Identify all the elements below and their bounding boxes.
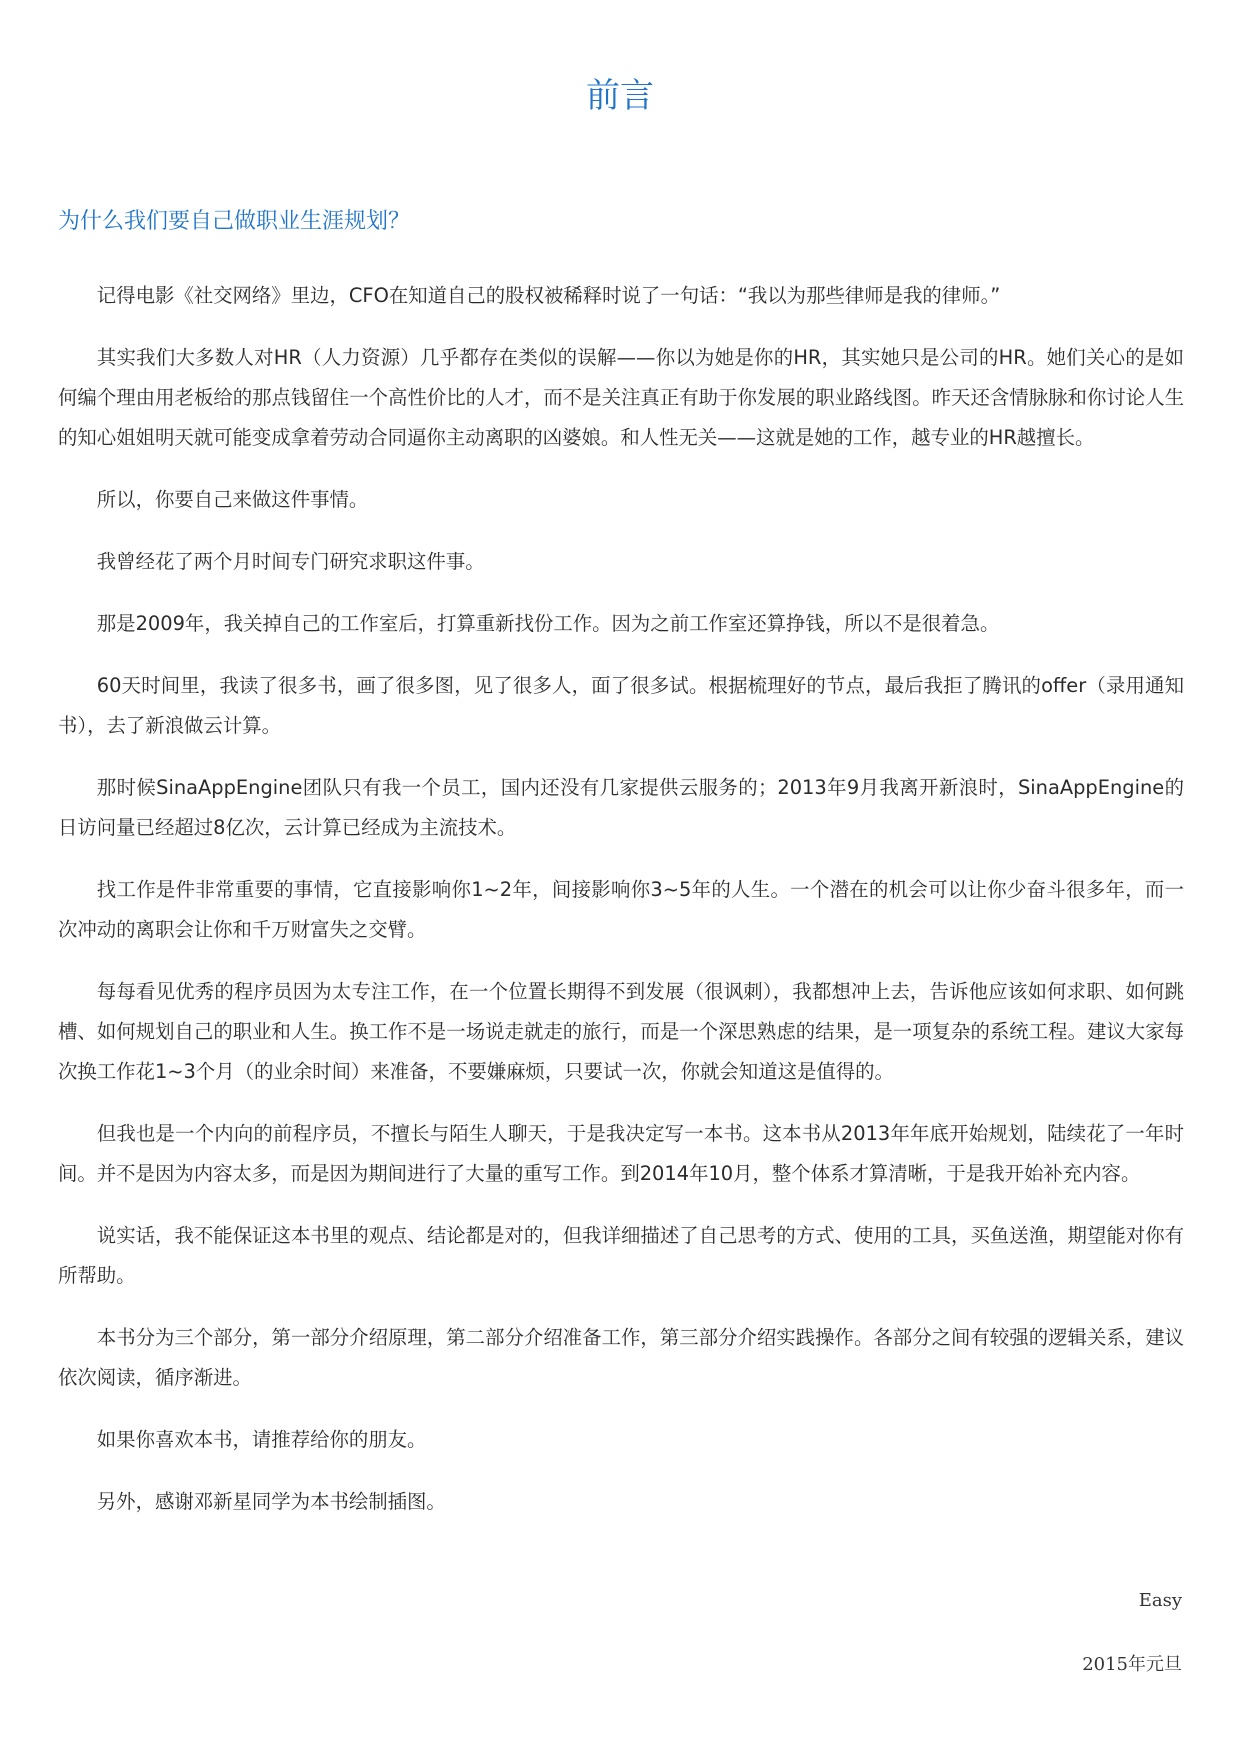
signature-date: 2015年元旦: [1082, 1654, 1182, 1675]
paragraph: 找工作是件非常重要的事情，它直接影响你1~2年，间接影响你3~5年的人生。一个潜在的机会可以让你少奋斗很多年，而一次冲动的离职会让你和千万财富失之交臂。: [58, 878, 1184, 941]
paragraph: 但我也是一个内向的前程序员，不擅长与陌生人聊天，于是我决定写一本书。这本书从2013年年底开始规划，陆续花了一年时间。并不是因为内容太多，而是因为期间进行了大量的重写工作。到2014年10月，整个体系才算清晰，于是我开始补充内容。: [58, 1122, 1184, 1185]
paragraph: 说实话，我不能保证这本书里的观点、结论都是对的，但我详细描述了自己思考的方式、使用的工具，买鱼送渔，期望能对你有所帮助。: [58, 1224, 1184, 1287]
paragraph: 我曾经花了两个月时间专门研究求职这件事。: [96, 550, 485, 573]
paragraph: 那是2009年，我关掉自己的工作室后，打算重新找份工作。因为之前工作室还算挣钱，所以不是很着急。: [96, 612, 1000, 635]
paragraph: 另外，感谢邓新星同学为本书绘制插图。: [96, 1490, 446, 1513]
paragraph: 如果你喜欢本书，请推荐给你的朋友。: [96, 1428, 427, 1451]
paragraph: 本书分为三个部分，第一部分介绍原理，第二部分介绍准备工作，第三部分介绍实践操作。各部分之间有较强的逻辑关系，建议依次阅读，循序渐进。: [58, 1326, 1184, 1389]
paragraph: 60天时间里，我读了很多书，画了很多图，见了很多人，面了很多试。根据梳理好的节点，最后我拒了腾讯的offer（录用通知书），去了新浪做云计算。: [58, 674, 1184, 737]
paragraph: 所以，你要自己来做这件事情。: [96, 488, 369, 511]
paragraph: 记得电影《社交网络》里边，CFO在知道自己的股权被稀释时说了一句话：“我以为那些律师是我的律师。”: [96, 284, 1001, 307]
paragraph: 那时候SinaAppEngine团队只有我一个员工，国内还没有几家提供云服务的；2013年9月我离开新浪时，SinaAppEngine的日访问量已经超过8亿次，云计算已经成为主流技术。: [58, 776, 1184, 839]
paragraph: 每每看见优秀的程序员因为太专注工作，在一个位置长期得不到发展（很讽刺），我都想冲上去，告诉他应该如何求职、如何跳槽、如何规划自己的职业和人生。换工作不是一场说走就走的旅行，而是一个深思熟虑的结果，是一项复杂的系统工程。建议大家每次换工作花1~3个月（的业余时间）来准备，不要嫌麻烦，只要试一次，你就会知道这是值得的。: [58, 980, 1184, 1083]
page-title: 前言: [586, 76, 654, 116]
section-heading: 为什么我们要自己做职业生涯规划？: [58, 209, 411, 234]
signature-name: Easy: [1138, 1590, 1182, 1611]
body-text: [58, 276, 1184, 1544]
paragraph: 其实我们大多数人对HR（人力资源）几乎都存在类似的误解——你以为她是你的HR，其实她只是公司的HR。她们关心的是如何编个理由用老板给的那点钱留住一个高性价比的人才，而不是关注真正有助于你发展的职业路线图。昨天还含情脉脉和你讨论人生的知心姐姐明天就可能变成拿着劳动合同逼你主动离职的凶婆娘。和人性无关——这就是她的工作，越专业的HR越擅长。: [58, 346, 1184, 449]
